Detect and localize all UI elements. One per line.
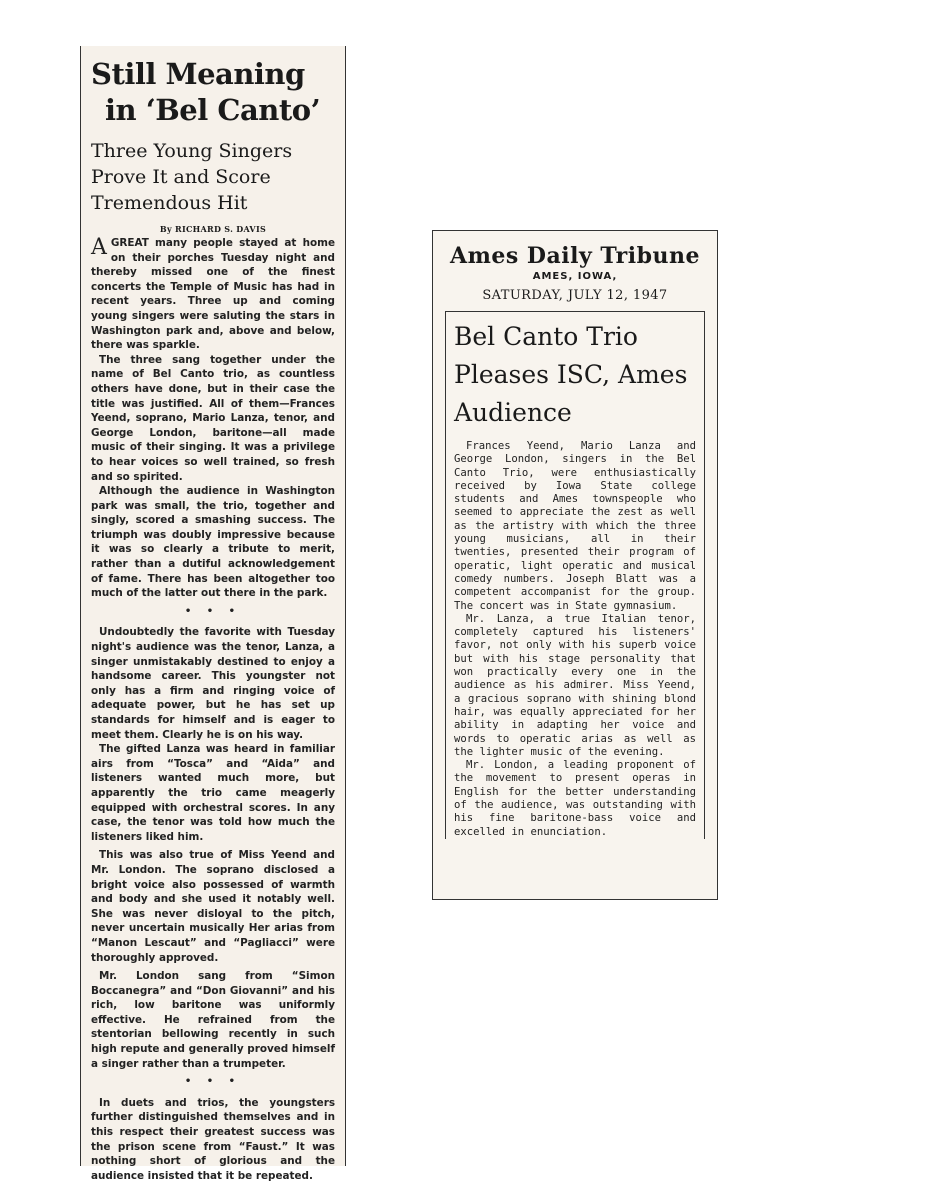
section-separator: • • • [184, 1076, 242, 1088]
paragraph: The three sang together under the name of Bel Canto trio, as countless others have done, but in their case the title was justified. All of them—Frances Yeend, soprano, Mario Lanza, tenor, and George London, baritone—all made music of their singing. It was a privilege to hear voices so well trained, so fresh and so spirited. [91, 353, 335, 483]
paragraph: Although the audience in Washington park was small, the trio, together and singly, scored a smashing success. The triumph was doubly impressive because it was so clearly a tribute to merit, rather than a dutiful acknowledgement of fame. There has been altogether too much of the latter out there in the park. [91, 485, 335, 600]
subheadline: Three Young Singers Prove It and Score Tremendous Hit [91, 140, 293, 214]
article-body [454, 440, 696, 839]
paragraph: The gifted Lanza was heard in familiar airs from “Tosca” and “Aida” and listeners wanted much more, but apparently the trio came meagerly equipped with orchestral scores. In any case, the tenor was told how much the listeners liked him. [91, 743, 335, 843]
section-separator: • • • [184, 605, 242, 617]
masthead: Ames Daily Tribune [450, 243, 700, 269]
headline [91, 56, 335, 128]
newspaper-clipping-bel-canto [80, 46, 346, 1182]
article-headline: Bel Canto Trio Pleases ISC, Ames Audience [454, 322, 688, 427]
paragraph [91, 236, 335, 353]
paragraph: Undoubtedly the favorite with Tuesday night's audience was the tenor, Lanza, a singer unmistakably destined to enjoy a handsome career. This youngster not only has a firm and ringing voice of adequate power, but he has set up standards for himself and is eager to meet them. Clearly he is on his way. [91, 626, 335, 741]
paragraph: In duets and trios, the youngsters further distinguished themselves and in this respect their greatest success was the prison scene from “Faust.” It was nothing short of glorious and the audience insisted that it be repeated. [91, 1096, 335, 1182]
article-box [445, 311, 705, 839]
newspaper-clipping-ames-tribune [432, 230, 718, 900]
dateline-city: AMES, IOWA, [532, 271, 618, 282]
paragraph: Frances Yeend, Mario Lanza and George London, singers in the Bel Canto Trio, were enthusiastically received by Iowa State college students and Ames townspeople who seemed to appreciate the zest as well as the artistry with which the three young musicians, all in their twenties, presented their program of operatic, light operatic and musical comedy numbers. Joseph Blatt was a competent accompanist for the group. The concert was in State gymnasium. [454, 440, 696, 612]
paragraph: Mr. London sang from “Simon Boccanegra” and “Don Giovanni” and his rich, low baritone was uniformly effective. He refrained from the stentorian bellowing recently in such high repute and generally proved himself a singer rather than a trumpeter. [91, 970, 335, 1070]
drop-cap: A [91, 235, 107, 260]
headline-line-2: in ‘Bel Canto’ [105, 93, 321, 127]
headline-line-1: Still Meaning [91, 57, 305, 91]
byline: By RICHARD S. DAVIS [159, 224, 267, 234]
paragraph: Mr. Lanza, a true Italian tenor, completely captured his listeners' favor, not only with his superb voice but with his stage personality that won practically every one in the audience as his admirer. Miss Yeend, a gracious soprano with shining blond hair, was equally appreciated for her ability in adapting her voice and words to operatic arias as well as the lighter music of the evening. [454, 612, 696, 758]
paragraph-text: GREAT many people stayed at home on their porches Tuesday night and thereby missed one of the finest concerts the Temple of Music has had in recent years. Three up and coming young singers were saluting the stars in Washington park and, above and below, there was sparkle. [91, 237, 335, 352]
article-body [91, 236, 335, 1183]
paragraph: This was also true of Miss Yeend and Mr. London. The soprano disclosed a bright voice also possessed of warmth and body and she used it notably well. She was never disloyal to the pitch, never uncertain musically Her arias from “Manon Lescaut” and “Pagliacci” were thoroughly approved. [91, 849, 335, 964]
dateline-date: SATURDAY, JULY 12, 1947 [482, 288, 668, 303]
paragraph: Mr. London, a leading proponent of the movement to present operas in English for the better understanding of the audience, was outstanding with his fine baritone-bass voice and excelled in enunciation. [454, 759, 696, 838]
